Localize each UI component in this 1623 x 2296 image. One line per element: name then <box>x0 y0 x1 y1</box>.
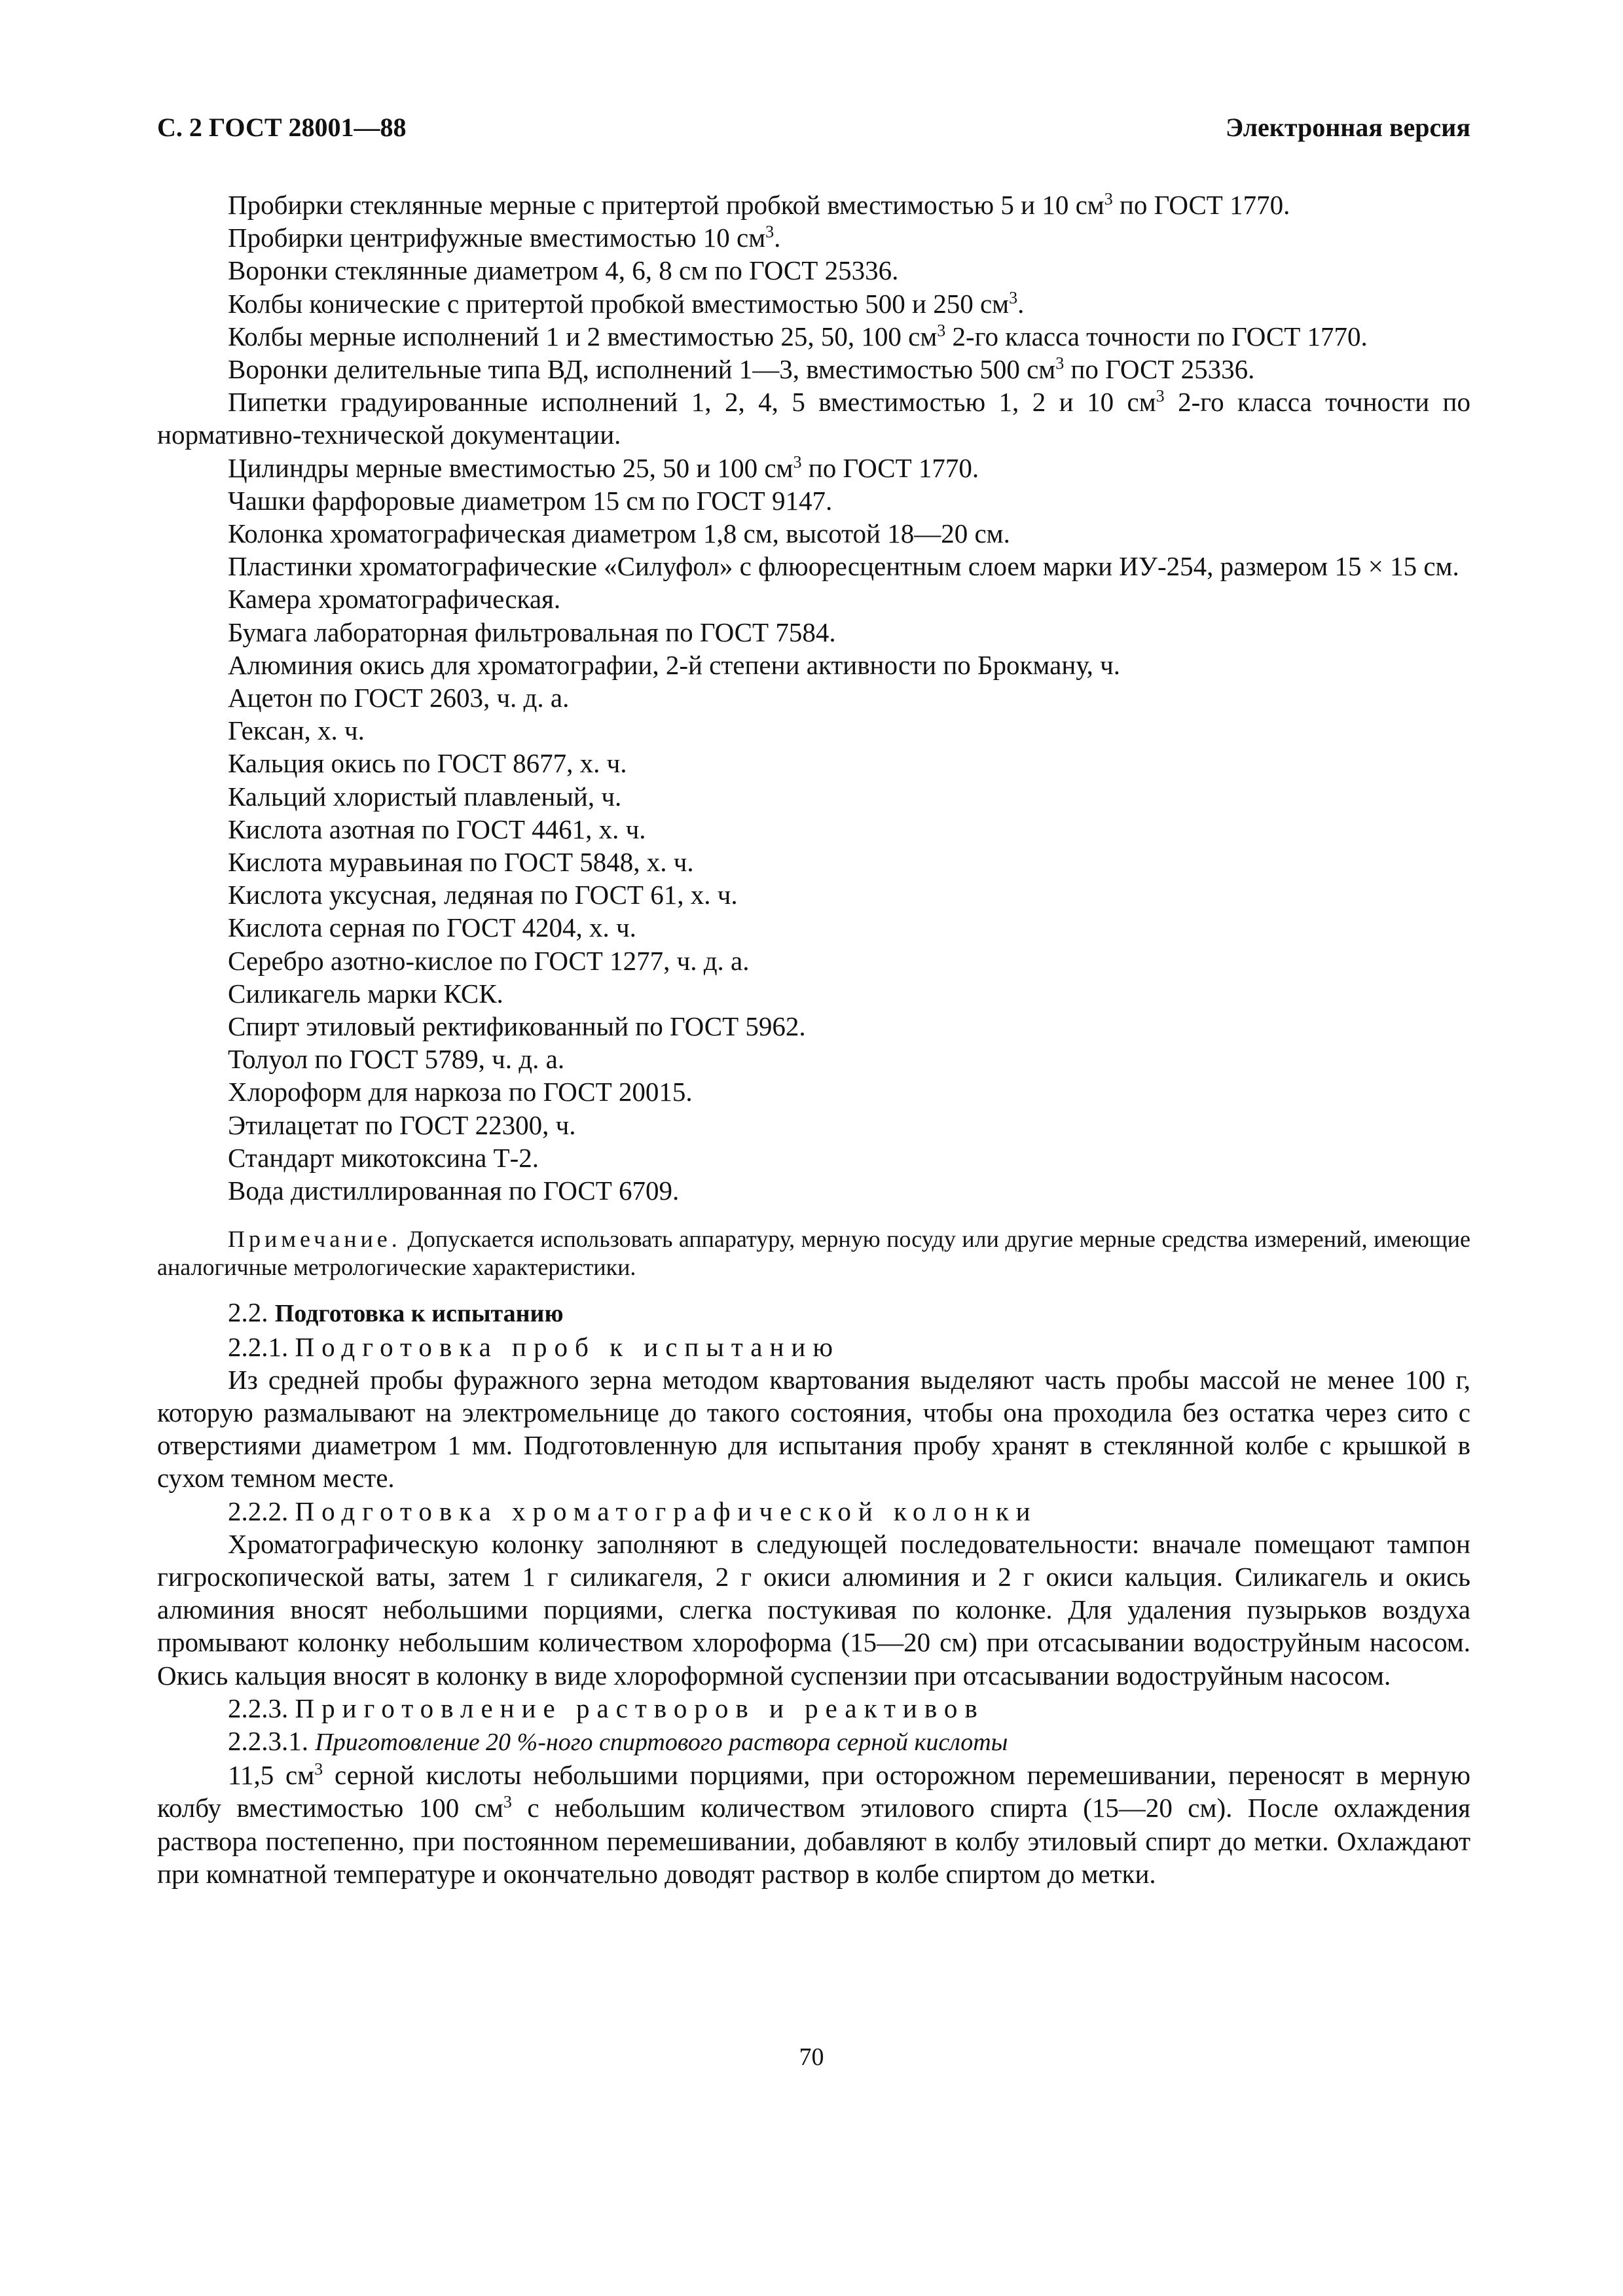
section-number: 2.2.1. <box>228 1331 289 1362</box>
section-title: Подготовка проб к испытанию <box>295 1331 841 1362</box>
document-body <box>157 188 1470 1890</box>
text-run: Кислота муравьиная по ГОСТ 5848, х. ч. <box>228 847 694 878</box>
section-2-2-3-1-heading <box>157 1725 1470 1759</box>
superscript: 3 <box>503 1792 512 1812</box>
list-item <box>157 911 1470 944</box>
list-item <box>157 681 1470 714</box>
superscript: 3 <box>1009 287 1018 307</box>
list-item <box>157 452 1470 484</box>
text-run: . <box>774 223 781 253</box>
list-item <box>157 977 1470 1010</box>
list-item <box>157 813 1470 846</box>
text-run: Кислота серная по ГОСТ 4204, х. ч. <box>228 912 636 943</box>
list-item <box>157 1043 1470 1075</box>
superscript: 3 <box>937 321 946 340</box>
text-run: 2-го класса точности по нормативно-технической документации. <box>157 387 1470 450</box>
note-text: Допускается использовать аппаратуру, мерную посуду или другие мерные средства измерений, имеющие аналогичные метрологические характеристики. <box>157 1226 1470 1281</box>
text-run: Ацетон по ГОСТ 2603, ч. д. а. <box>228 683 570 713</box>
list-item <box>157 1141 1470 1174</box>
list-item <box>157 714 1470 747</box>
text-run: Колбы мерные исполнений 1 и 2 вместимостью 25, 50, 100 см <box>228 321 938 351</box>
list-item <box>157 1075 1470 1108</box>
section-2-2-3-heading <box>157 1692 1470 1725</box>
text-run: по ГОСТ 25336. <box>1064 354 1255 385</box>
list-item <box>157 320 1470 353</box>
text-run: Алюминия окись для хроматографии, 2-й степени активности по Брокману, ч. <box>228 649 1121 680</box>
text-run: с небольшим количеством этилового спирта (15—20 см). После охлаждения раствора постепенно, при постоянном перемешивании, добавляют в колбу этиловый спирт до метки. Охлаждают при комнатной температуре и окончательно доводят раствор в колбе спиртом до метки. <box>157 1793 1470 1889</box>
text-run: Кальций хлористый плавленый, ч. <box>228 781 622 812</box>
section-title: Подготовка хроматографической колонки <box>295 1496 1038 1526</box>
text-run: Кислота уксусная, ледяная по ГОСТ 61, х. ч. <box>228 880 738 910</box>
superscript: 3 <box>1055 353 1065 373</box>
section-2-2-3-1-text <box>157 1759 1470 1890</box>
list-item <box>157 221 1470 254</box>
text-run: Этилацетат по ГОСТ 22300, ч. <box>228 1109 576 1140</box>
text-run: Пробирки центрифужные вместимостью 10 см <box>228 223 766 253</box>
section-2-2-heading <box>157 1296 1470 1330</box>
list-item <box>157 780 1470 813</box>
text-run: Камера хроматографическая. <box>228 584 561 615</box>
section-title: Подготовка к испытанию <box>274 1300 564 1328</box>
text-run: Бумага лабораторная фильтровальная по ГОСТ 7584. <box>228 617 836 647</box>
text-run: Толуол по ГОСТ 5789, ч. д. а. <box>228 1044 565 1075</box>
superscript: 3 <box>765 222 775 242</box>
text-run: Воронки делительные типа ВД, исполнений 1—3, вместимостью 500 см <box>228 354 1056 385</box>
superscript: 3 <box>793 452 802 471</box>
text-run: Пипетки градуированные исполнений 1, 2, 4, 5 вместимостью 1, 2 и 10 см <box>228 387 1156 418</box>
list-item <box>157 1109 1470 1141</box>
list-item <box>157 517 1470 550</box>
text-run: Колонка хроматографическая диаметром 1,8 см, высотой 18—20 см. <box>228 518 1010 549</box>
materials-list <box>157 188 1470 1207</box>
list-item <box>157 386 1470 451</box>
text-run: Силикагель марки КСК. <box>228 978 503 1009</box>
list-item <box>157 616 1470 649</box>
list-item <box>157 353 1470 386</box>
text-run: Серебро азотно-кислое по ГОСТ 1277, ч. д. а. <box>228 945 750 976</box>
list-item <box>157 550 1470 583</box>
list-item <box>157 846 1470 878</box>
section-title: Приготовление 20 %-ного спиртового раствора серной кислоты <box>315 1728 1008 1756</box>
running-header-right: Электронная версия <box>1225 113 1470 142</box>
section-title: Приготовление растворов и реактивов <box>295 1693 985 1723</box>
section-number: 2.2. <box>228 1297 268 1328</box>
text-run: по ГОСТ 1770. <box>801 452 979 483</box>
text-run: Колбы конические с притертой пробкой вместимостью 500 и 250 см <box>228 288 1010 319</box>
list-item <box>157 583 1470 615</box>
text-run: Кислота азотная по ГОСТ 4461, х. ч. <box>228 814 646 844</box>
section-2-2-2-text: Хроматографическую колонку заполняют в следующей последовательности: вначале помещают тампон гигроскопической ваты, затем 1 г силикагеля, 2 г окиси алюминия и 2 г окиси кальция. Силикагель и окись алюминия вносят небольшими порциями, слегка постукивая по колонке. Для удаления пузырьков воздуха промывают колонку небольшим количеством хлороформа (15—20 см) при отсасывании водоструйным насосом. Окись кальция вносят в колонку в виде хлороформной суспензии при отсасывании водоструйным насосом. <box>157 1528 1470 1691</box>
list-item <box>157 254 1470 287</box>
text-run: Кальция окись по ГОСТ 8677, х. ч. <box>228 748 627 779</box>
text-run: Спирт этиловый ректификованный по ГОСТ 5962. <box>228 1011 806 1042</box>
text-run: серной кислоты небольшими порциями, при осторожном перемешивании, переносят в мерную колбу вместимостью 100 см <box>157 1760 1470 1823</box>
text-run: Хлороформ для наркоза по ГОСТ 20015. <box>228 1077 693 1107</box>
list-item <box>157 1174 1470 1207</box>
text-run: Вода дистиллированная по ГОСТ 6709. <box>228 1175 680 1206</box>
note-label: Примечание. <box>228 1226 401 1253</box>
list-item <box>157 188 1470 221</box>
page-number: 70 <box>799 2043 824 2071</box>
superscript: 3 <box>314 1759 323 1779</box>
section-number: 2.2.3.1. <box>228 1725 308 1756</box>
section-2-2-1-heading <box>157 1331 1470 1363</box>
text-run: Гексан, х. ч. <box>228 715 365 746</box>
text-run: Пробирки стеклянные мерные с притертой пробкой вместимостью 5 и 10 см <box>228 190 1104 220</box>
text-run: Цилиндры мерные вместимостью 25, 50 и 100 см <box>228 452 793 483</box>
superscript: 3 <box>1156 386 1165 406</box>
list-item <box>157 484 1470 517</box>
section-number: 2.2.3. <box>228 1693 289 1723</box>
note-paragraph <box>157 1225 1470 1282</box>
list-item <box>157 287 1470 320</box>
section-2-2-2-heading <box>157 1495 1470 1528</box>
running-header-left: С. 2 ГОСТ 28001—88 <box>157 113 407 142</box>
list-item <box>157 649 1470 681</box>
text-run: 11,5 см <box>228 1760 315 1791</box>
text-run: Воронки стеклянные диаметром 4, 6, 8 см по ГОСТ 25336. <box>228 255 899 286</box>
text-run: Пластинки хроматографические «Силуфол» с флюоресцентным слоем марки ИУ-254, размером 15 × 15 см. <box>228 551 1459 582</box>
superscript: 3 <box>1104 189 1113 209</box>
list-item <box>157 747 1470 780</box>
text-run: 2-го класса точности по ГОСТ 1770. <box>945 321 1368 351</box>
list-item <box>157 944 1470 977</box>
text-run: Чашки фарфоровые диаметром 15 см по ГОСТ 9147. <box>228 485 833 516</box>
text-run: Стандарт микотоксина Т-2. <box>228 1142 539 1173</box>
section-number: 2.2.2. <box>228 1496 289 1526</box>
text-run: . <box>1017 288 1025 319</box>
list-item <box>157 878 1470 911</box>
list-item <box>157 1010 1470 1043</box>
section-2-2-1-text: Из средней пробы фуражного зерна методом квартования выделяют часть пробы массой не менее 100 г, которую размалывают на электромельнице до такого состояния, чтобы она проходила без остатка через сито с отверстиями диаметром 1 мм. Подготовленную для испытания пробу хранят в стеклянной колбе с крышкой в сухом темном месте. <box>157 1364 1470 1494</box>
text-run: по ГОСТ 1770. <box>1112 190 1290 220</box>
